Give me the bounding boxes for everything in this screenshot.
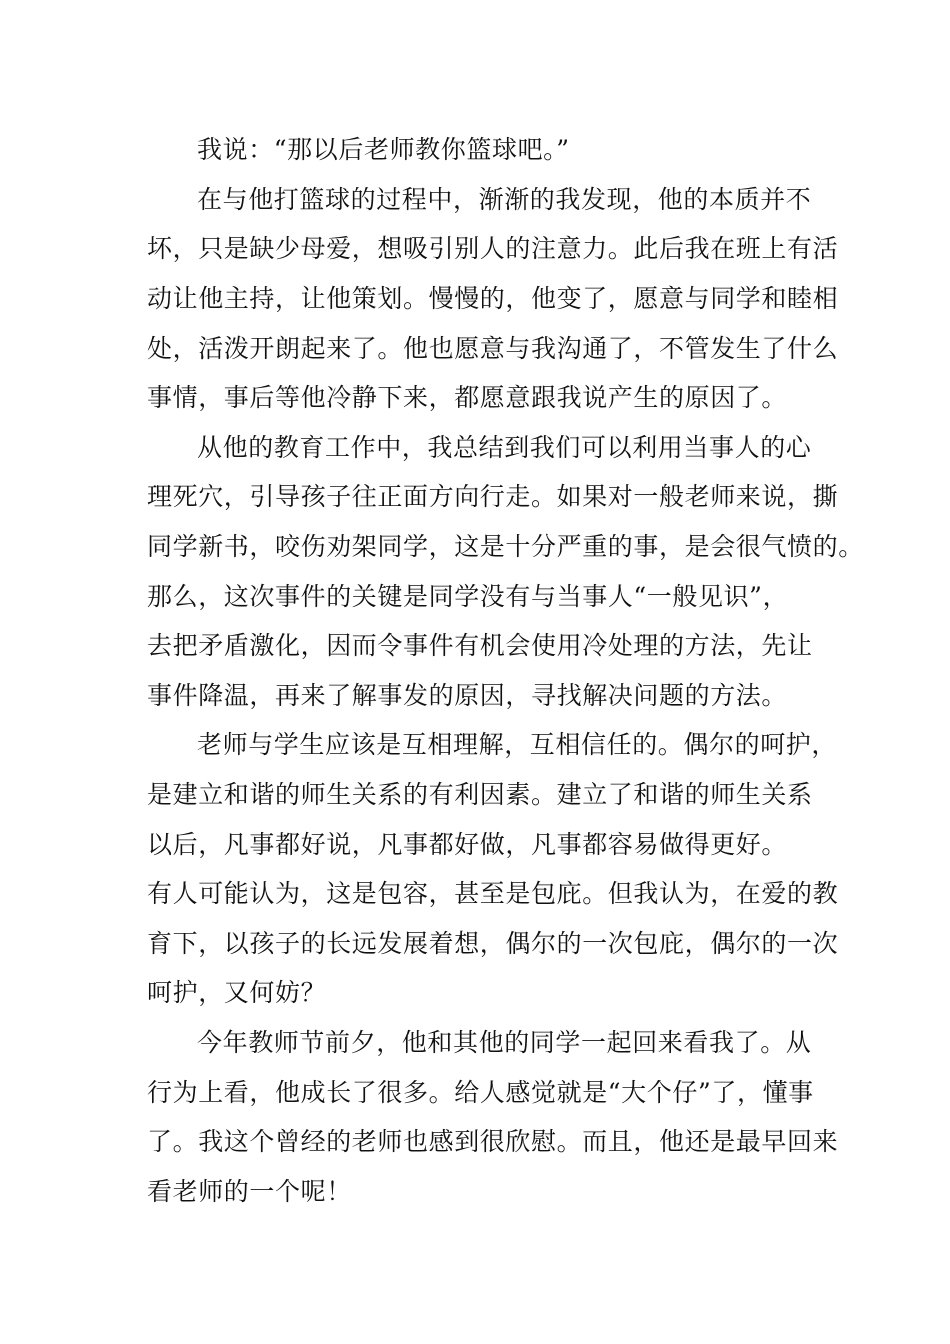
text-line: 同学新书，咬伤劝架同学，这是十分严重的事，是会很气愤的。	[147, 532, 864, 561]
text-line: 那么，这次事件的关键是同学没有与当事人“一般见识”，	[147, 582, 789, 611]
text-line: 从他的教育工作中，我总结到我们可以利用当事人的心	[197, 433, 812, 462]
text-line: 呵护，又何妨？	[147, 978, 327, 1007]
text-line: 去把矛盾激化，因而令事件有机会使用冷处理的方法，先让	[147, 631, 813, 660]
text-line: 理死穴，引导孩子往正面方向行走。如果对一般老师来说，撕	[147, 482, 839, 511]
text-line: 处，活泼开朗起来了。他也愿意与我沟通了，不管发生了什么	[147, 334, 839, 363]
text-line: 了。我这个曾经的老师也感到很欣慰。而且，他还是最早回来	[147, 1127, 839, 1156]
text-line: 看老师的一个呢！	[147, 1177, 352, 1206]
text-line: 我说：“那以后老师教你篮球吧。”	[197, 135, 570, 164]
text-line: 老师与学生应该是互相理解，互相信任的。偶尔的呵护，	[197, 730, 838, 759]
text-line: 坏，只是缺少母爱，想吸引别人的注意力。此后我在班上有活	[147, 234, 839, 263]
text-line: 事件降温，再来了解事发的原因，寻找解决问题的方法。	[147, 681, 788, 710]
text-line: 在与他打篮球的过程中，渐渐的我发现，他的本质并不	[197, 185, 812, 214]
text-line: 有人可能认为，这是包容，甚至是包庇。但我认为，在爱的教	[147, 879, 839, 908]
text-line: 动让他主持，让他策划。慢慢的，他变了，愿意与同学和睦相	[147, 284, 839, 313]
text-line: 事情，事后等他冷静下来，都愿意跟我说产生的原因了。	[147, 383, 788, 412]
text-line: 今年教师节前夕，他和其他的同学一起回来看我了。从	[197, 1028, 812, 1057]
text-line: 以后，凡事都好说，凡事都好做，凡事都容易做得更好。	[147, 830, 788, 859]
text-line: 是建立和谐的师生关系的有利因素。建立了和谐的师生关系	[147, 780, 813, 809]
text-line: 育下，以孩子的长远发展着想，偶尔的一次包庇，偶尔的一次	[147, 929, 839, 958]
text-line: 行为上看，他成长了很多。给人感觉就是“大个仔”了，懂事	[147, 1078, 814, 1107]
